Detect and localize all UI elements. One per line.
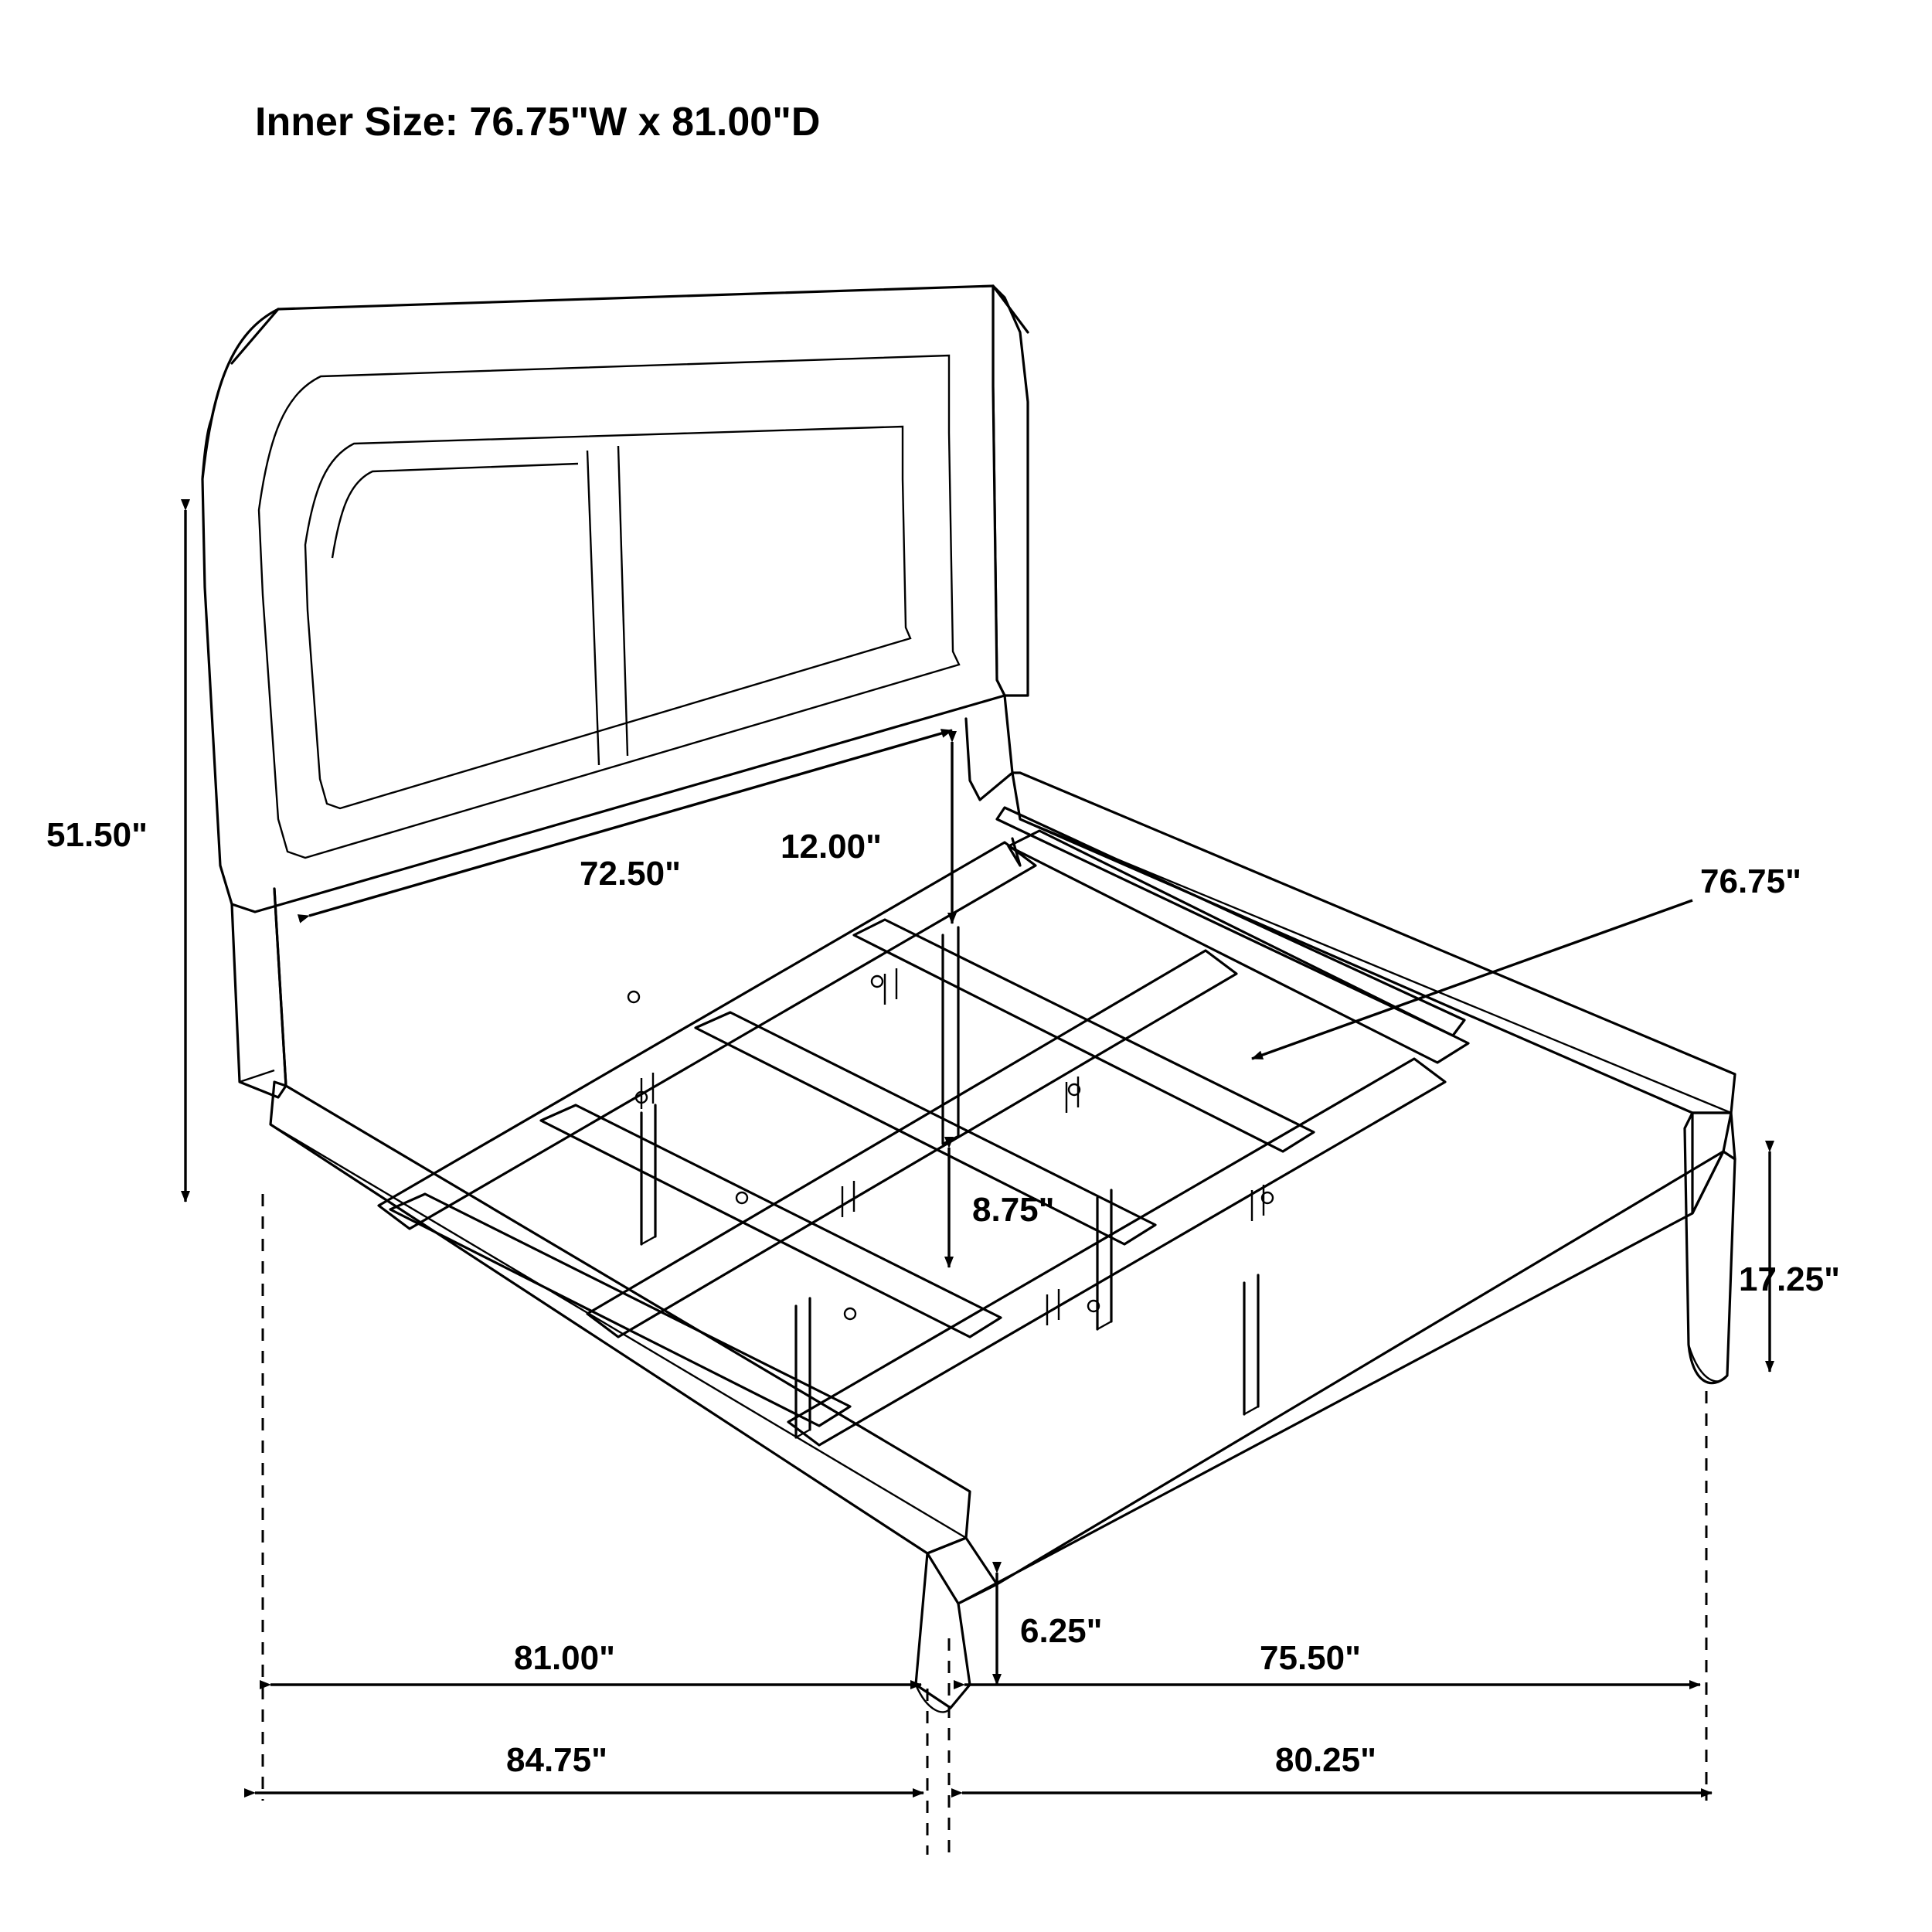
dim-label-6-25: 6.25" (1020, 1612, 1103, 1650)
dim-headboard-height (46, 510, 185, 1202)
dim-label-81-00: 81.00" (514, 1639, 615, 1677)
dim-label-51-50: 51.50" (46, 816, 148, 854)
page-title: Inner Size: 76.75"W x 81.00"D (255, 100, 821, 145)
dim-label-84-75: 84.75" (506, 1741, 607, 1779)
dim-footboard-height (1739, 1151, 1840, 1372)
projection-lines (263, 1194, 1706, 1855)
slat-system-group (379, 808, 1468, 1445)
dim-outer-length (255, 1741, 923, 1793)
headboard-group (202, 286, 1028, 1097)
dim-label-76-75: 76.75" (1700, 862, 1801, 900)
dim-headboard-clearance (781, 742, 952, 923)
dim-label-72-50: 72.50" (580, 855, 681, 893)
bed-frame-group (270, 773, 1735, 1712)
dim-outer-width (962, 1741, 1712, 1793)
dim-footboard-leg-clearance (997, 1573, 1103, 1685)
dim-label-80-25: 80.25" (1275, 1741, 1376, 1779)
dim-label-12-00: 12.00" (781, 828, 882, 866)
dim-label-17-25: 17.25" (1739, 1260, 1840, 1298)
dim-label-75-50: 75.50" (1260, 1639, 1361, 1677)
dim-label-8-75: 8.75" (972, 1191, 1055, 1229)
dim-inner-length (270, 1639, 921, 1685)
